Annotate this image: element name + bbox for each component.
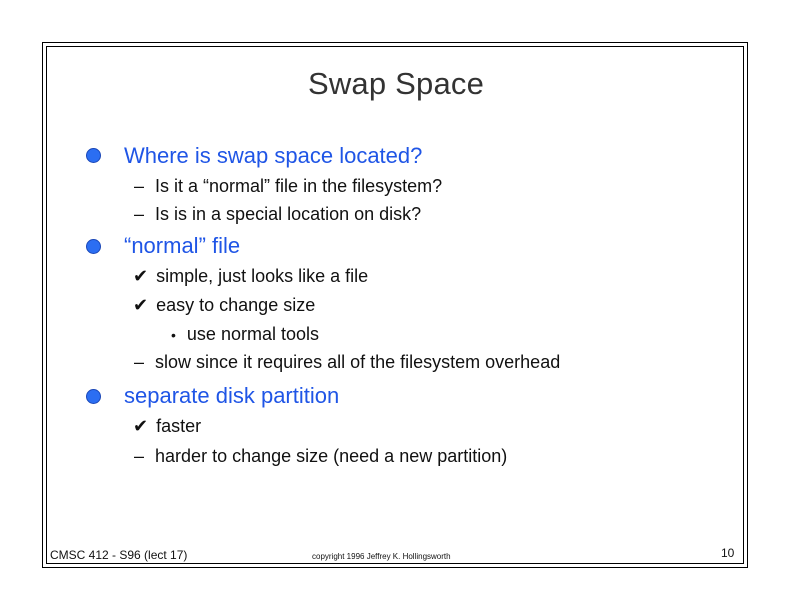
- slide-title: Swap Space: [307, 66, 485, 101]
- bullet-heading: separate disk partition: [124, 383, 340, 408]
- dash-icon: –: [134, 446, 145, 466]
- dash-icon: –: [134, 176, 145, 196]
- sub-item-text: easy to change size: [156, 295, 316, 315]
- sub-item: [134, 446, 507, 467]
- sub-item-text: harder to change size (need a new partition): [155, 446, 508, 466]
- footer-course: CMSC 412 - S96 (lect 17): [50, 548, 188, 562]
- bullet-dot-icon: [86, 148, 101, 163]
- sub-item-text: Is it a “normal” file in the filesystem?: [155, 176, 443, 196]
- dash-icon: –: [134, 204, 145, 224]
- bullet-dot-icon: [86, 389, 101, 404]
- sub-item-text: simple, just looks like a file: [156, 266, 369, 286]
- page-number: 10: [721, 546, 735, 560]
- sub-sub-item: [171, 324, 319, 345]
- footer-copyright: copyright 1996 Jeffrey K. Hollingsworth: [312, 552, 451, 561]
- sub-sub-item-text: use normal tools: [186, 324, 319, 344]
- bullet-icon: •: [171, 327, 176, 343]
- sub-item: [134, 176, 442, 197]
- sub-item-text: Is is in a special location on disk?: [155, 204, 422, 224]
- bullet-dot-icon: [86, 239, 101, 254]
- sub-item: [133, 295, 315, 316]
- checkmark-icon: ✔: [133, 266, 149, 286]
- bullet-heading: Where is swap space located?: [124, 143, 423, 168]
- sub-item: [134, 352, 560, 373]
- checkmark-icon: ✔: [133, 416, 149, 436]
- sub-item: [133, 416, 201, 437]
- sub-item-text: faster: [156, 416, 202, 436]
- checkmark-icon: ✔: [133, 295, 149, 315]
- sub-item-text: slow since it requires all of the filesystem overhead: [155, 352, 561, 372]
- sub-item: [134, 204, 421, 225]
- bullet-heading: “normal” file: [124, 233, 241, 258]
- dash-icon: –: [134, 352, 145, 372]
- sub-item: [133, 266, 368, 287]
